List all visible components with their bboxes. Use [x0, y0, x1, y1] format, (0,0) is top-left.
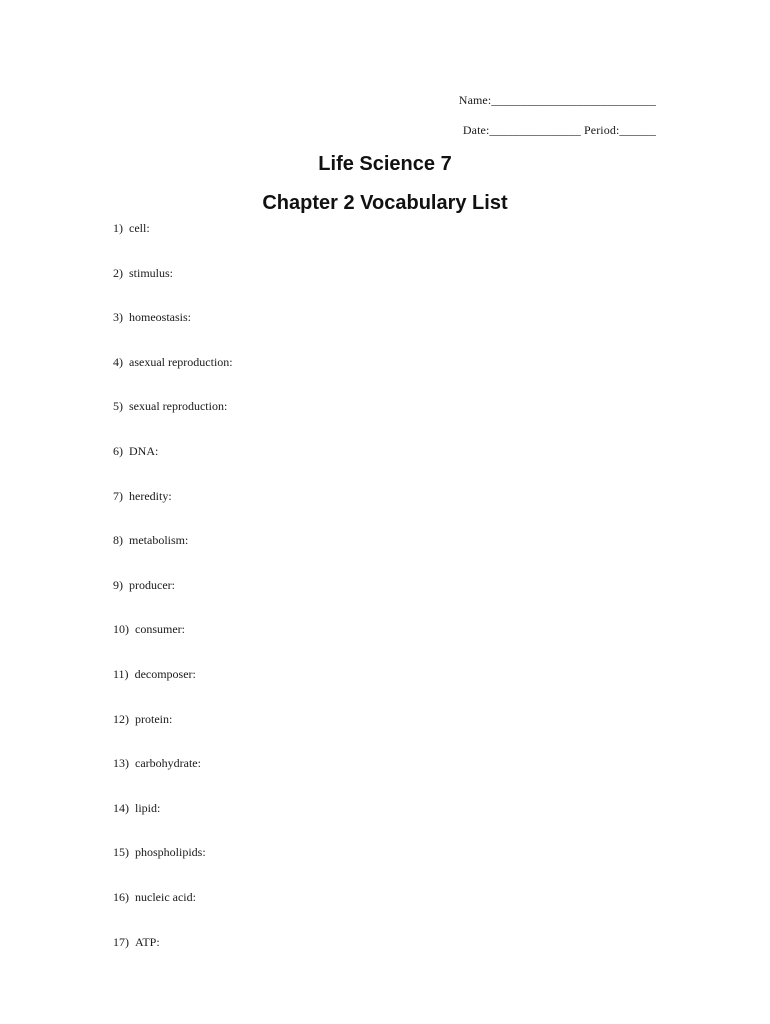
vocab-number: 1) [113, 221, 123, 235]
vocab-term: stimulus: [129, 265, 174, 280]
date-label: Date: [462, 123, 490, 137]
vocab-item [113, 532, 233, 577]
name-label: Name: [458, 93, 492, 107]
vocab-item [113, 800, 233, 845]
date-blank: _______________ [489, 123, 581, 137]
page-subtitle: Chapter 2 Vocabulary List [262, 192, 508, 214]
vocab-item [113, 220, 233, 265]
vocab-term: consumer: [135, 622, 185, 637]
vocab-number: 17) [113, 934, 129, 949]
vocab-item [113, 443, 233, 488]
vocabulary-list [113, 220, 233, 978]
vocab-item [113, 889, 233, 934]
name-line [459, 93, 656, 108]
vocab-item [113, 934, 233, 979]
vocab-term: cell: [129, 221, 150, 235]
vocab-term: heredity: [129, 488, 172, 503]
vocab-item [113, 488, 233, 533]
vocab-number: 4) [113, 354, 123, 369]
vocab-item [113, 577, 233, 622]
vocab-number: 8) [113, 533, 123, 548]
vocab-number: 11) [113, 666, 129, 681]
vocab-term: homeostasis: [129, 310, 191, 325]
vocab-number: 9) [113, 577, 123, 592]
vocab-term: ATP: [135, 934, 160, 949]
vocab-item [113, 621, 233, 666]
period-blank: ______ [619, 123, 656, 137]
vocab-number: 2) [113, 265, 123, 280]
vocab-term: DNA: [129, 443, 159, 458]
vocab-number: 15) [113, 845, 129, 860]
vocab-item [113, 666, 233, 711]
period-label: Period: [584, 123, 620, 137]
vocab-item [113, 265, 233, 310]
vocab-item [113, 398, 233, 443]
vocab-item [113, 309, 233, 354]
vocab-term: lipid: [135, 800, 161, 815]
vocab-number: 10) [113, 622, 129, 637]
vocab-number: 12) [113, 711, 129, 726]
vocab-term: metabolism: [129, 533, 189, 548]
vocab-number: 6) [113, 443, 123, 458]
vocab-term: phospholipids: [135, 845, 206, 860]
vocab-term: sexual reproduction: [129, 399, 228, 414]
page-title: Life Science 7 [318, 153, 452, 175]
date-period-line [463, 123, 656, 138]
vocab-term: nucleic acid: [135, 889, 196, 904]
vocab-item [113, 844, 233, 889]
vocab-number: 7) [113, 488, 123, 503]
vocab-term: decomposer: [134, 666, 196, 681]
name-blank: ___________________________ [491, 93, 656, 107]
vocab-number: 5) [113, 399, 123, 414]
vocab-item [113, 354, 233, 399]
vocab-item [113, 711, 233, 756]
vocab-item [113, 755, 233, 800]
vocab-number: 16) [113, 889, 129, 904]
vocab-term: asexual reproduction: [129, 354, 233, 369]
vocab-number: 3) [113, 310, 123, 325]
vocab-number: 14) [113, 800, 129, 815]
vocab-term: producer: [129, 577, 175, 592]
vocab-term: carbohydrate: [135, 756, 201, 771]
vocab-term: protein: [135, 711, 173, 726]
vocab-number: 13) [113, 756, 129, 771]
